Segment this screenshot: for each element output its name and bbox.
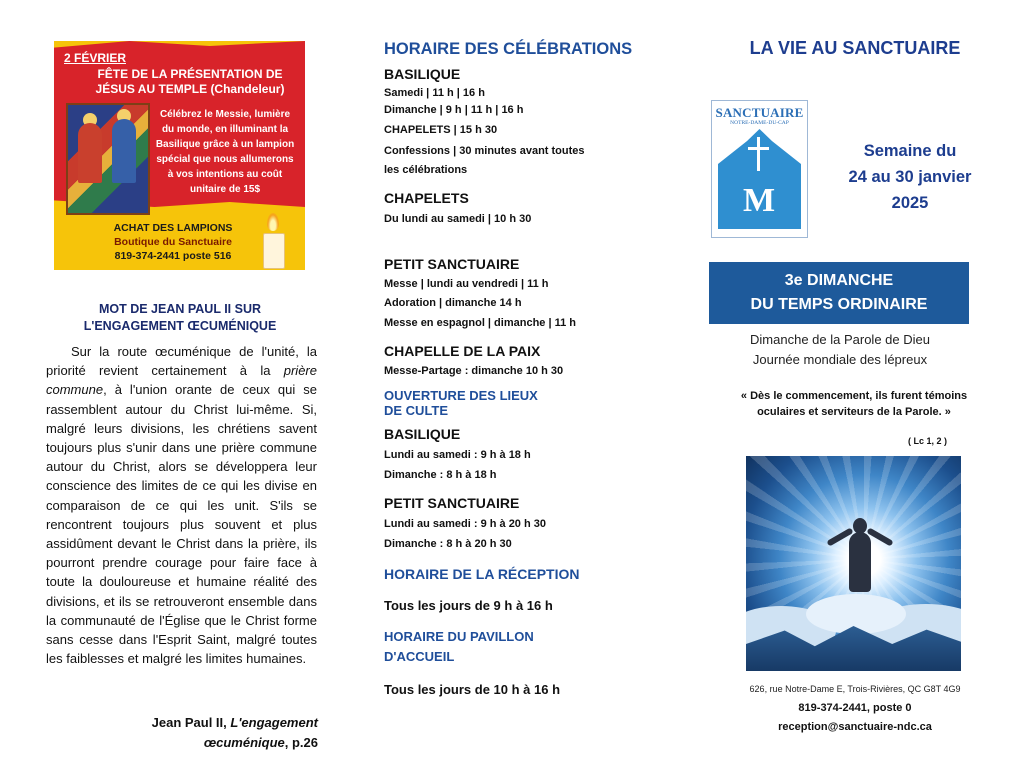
mot-text-emphasis: prière commune	[46, 363, 317, 398]
invite-line: du monde, en illuminant la	[161, 124, 289, 135]
ouverture-basilique-title: BASILIQUE	[384, 426, 461, 442]
invite-line: Basilique grâce à un lampion	[155, 139, 295, 150]
basilique-line: CHAPELETS | 15 h 30	[384, 124, 498, 136]
petit-line: Adoration | dimanche 14 h	[384, 297, 522, 309]
invite-line: à vos intentions au coût	[167, 169, 283, 180]
pavillon-title	[384, 627, 534, 667]
invite-line: unitaire de 15$	[189, 184, 261, 195]
stained-glass-image	[66, 103, 150, 215]
petit-sanctuaire-title: PETIT SANCTUAIRE	[384, 256, 520, 272]
sunday-sub-line: Dimanche de la Parole de Dieu	[750, 332, 930, 347]
gospel-reference: ( Lc 1, 2 )	[908, 436, 948, 446]
figure-shape	[112, 119, 136, 183]
petit-line: Messe en espagnol | dimanche | 11 h	[384, 317, 577, 329]
invite-line: spécial que nous allumerons	[156, 154, 294, 165]
ouverture-basilique-line: Dimanche : 8 h à 18 h	[384, 469, 497, 481]
basilique-line: Dimanche | 9 h | 11 h | 16 h	[384, 104, 524, 116]
email-address[interactable]: reception@sanctuaire-ndc.ca	[778, 721, 932, 733]
phone-number: 819-374-2441, poste 0	[798, 702, 912, 714]
invite-line: Célébrez le Messie, lumière	[159, 109, 291, 120]
week-dates	[815, 138, 1005, 216]
gospel-quote: « Dès le commencement, ils furent témoins oculaires et serviteurs de la Parole. »	[740, 390, 968, 418]
shop-place: Boutique du Sanctuaire	[114, 236, 232, 248]
cross-icon	[757, 137, 760, 171]
feast-line-2: JÉSUS AU TEMPLE (Chandeleur)	[95, 82, 285, 96]
sunday-sub-line: Journée mondiale des lépreux	[752, 352, 928, 367]
mot-section-title	[60, 301, 300, 335]
ouverture-petit-line: Lundi au samedi : 9 h à 20 h 30	[384, 518, 546, 530]
ouverture-title-line-2: DE CULTE	[384, 403, 449, 418]
sunday-line: DU TEMPS ORDINAIRE	[750, 296, 928, 313]
mot-text-part: , à l'union orante de ceux qui se rassemblent autour du Christ lui-même. Si, malgré leurs divisions, les chrétiens savent toujours plus s'unir dans une prière commune autour du Christ, alors se développera leur conscience des limites de ce qui les divise en comparaison de ce qui les unit. S'ils se rencontrent toujours plus souvent et plus assidûment devant le Christ dans la prière, ils pourront prendre courage pour faire face à toute la douloureuse et humaine réalité des divisions, et ils se retrouveront ensemble dans la communauté de l'Église que le Christ forme sans cesse dans l'Esprit Saint, malgré toutes les faiblesses et malgré les limites humaines.	[46, 382, 317, 667]
ouverture-petit-title: PETIT SANCTUAIRE	[384, 495, 520, 511]
reception-title: HORAIRE DE LA RÉCEPTION	[384, 566, 580, 582]
horaire-title: HORAIRE DES CÉLÉBRATIONS	[384, 40, 633, 58]
mot-title-line-2: L'ENGAGEMENT ŒCUMÉNIQUE	[83, 319, 277, 333]
shop-title: ACHAT DES LAMPIONS	[113, 222, 233, 234]
newsletter-title: LA VIE AU SANCTUAIRE	[749, 38, 961, 58]
feast-line-1: FÊTE DE LA PRÉSENTATION DE	[97, 67, 283, 81]
ascension-illustration	[746, 456, 961, 671]
cross-icon	[748, 147, 769, 150]
chapelets-title: CHAPELETS	[384, 190, 469, 206]
ouverture-basilique-line: Lundi au samedi : 9 h à 18 h	[384, 449, 531, 461]
shop-phone: 819-374-2441 poste 516	[114, 250, 232, 262]
basilique-line: Confessions | 30 minutes avant toutes	[384, 145, 585, 157]
chapelets-line: Du lundi au samedi | 10 h 30	[384, 213, 532, 225]
ouverture-title-line-1: OUVERTURE DES LIEUX	[384, 388, 538, 403]
figure-body	[849, 532, 871, 592]
promo-feast-title	[84, 67, 296, 97]
week-line: 24 au 30 janvier	[848, 168, 972, 186]
sig-author: Jean Paul II,	[151, 715, 231, 730]
mot-title-line-1: MOT DE JEAN PAUL II SUR	[98, 302, 262, 316]
week-line: Semaine du	[863, 142, 957, 160]
mot-text-part: Sur la route œcuménique de l'unité, la priorité revient certainement à la	[46, 344, 317, 379]
sig-work: L'engagement	[230, 715, 318, 730]
sunday-line: 3e DIMANCHE	[784, 272, 894, 289]
promo-date: 2 FÉVRIER	[64, 51, 127, 65]
figure-shape	[78, 123, 102, 183]
pavillon-title-line-1: HORAIRE DU PAVILLON	[384, 629, 534, 644]
candle-icon	[263, 233, 285, 269]
reception-hours: Tous les jours de 9 h à 16 h	[384, 598, 553, 613]
basilique-line: Samedi | 11 h | 16 h	[384, 87, 485, 99]
ouverture-title	[384, 388, 538, 418]
pavillon-hours: Tous les jours de 10 h à 16 h	[384, 682, 561, 697]
lampions-promo-banner	[54, 41, 305, 270]
petit-line: Messe | lundi au vendredi | 11 h	[384, 278, 549, 290]
logo-subtitle: NOTRE-DAME-DU-CAP	[730, 120, 789, 126]
pavillon-title-line-2: D'ACCUEIL	[384, 649, 455, 664]
basilique-line: les célébrations	[384, 164, 468, 176]
candle-flame-icon	[267, 213, 279, 231]
promo-invite-text	[150, 107, 300, 197]
mountains-shape	[746, 626, 961, 671]
sunday-banner	[709, 262, 969, 324]
mot-signature	[100, 713, 318, 753]
logo-name: SANCTUAIRE	[715, 105, 804, 120]
sanctuaire-logo	[711, 100, 808, 238]
sig-work: œcuménique	[203, 735, 285, 750]
address: 626, rue Notre-Dame E, Trois-Rivières, QC G8T 4G9	[749, 684, 961, 694]
chapelle-paix-line: Messe-Partage : dimanche 10 h 30	[384, 365, 564, 377]
logo-monogram: M	[742, 182, 776, 219]
chapelle-paix-title: CHAPELLE DE LA PAIX	[384, 343, 541, 359]
week-line: 2025	[891, 194, 929, 212]
sig-page: , p.26	[284, 735, 318, 750]
sunday-subtitle	[715, 330, 965, 370]
ouverture-petit-line: Dimanche : 8 h à 20 h 30	[384, 538, 512, 550]
promo-shop-info	[88, 221, 258, 263]
basilique-title: BASILIQUE	[384, 66, 461, 82]
mot-body-text	[46, 342, 317, 668]
